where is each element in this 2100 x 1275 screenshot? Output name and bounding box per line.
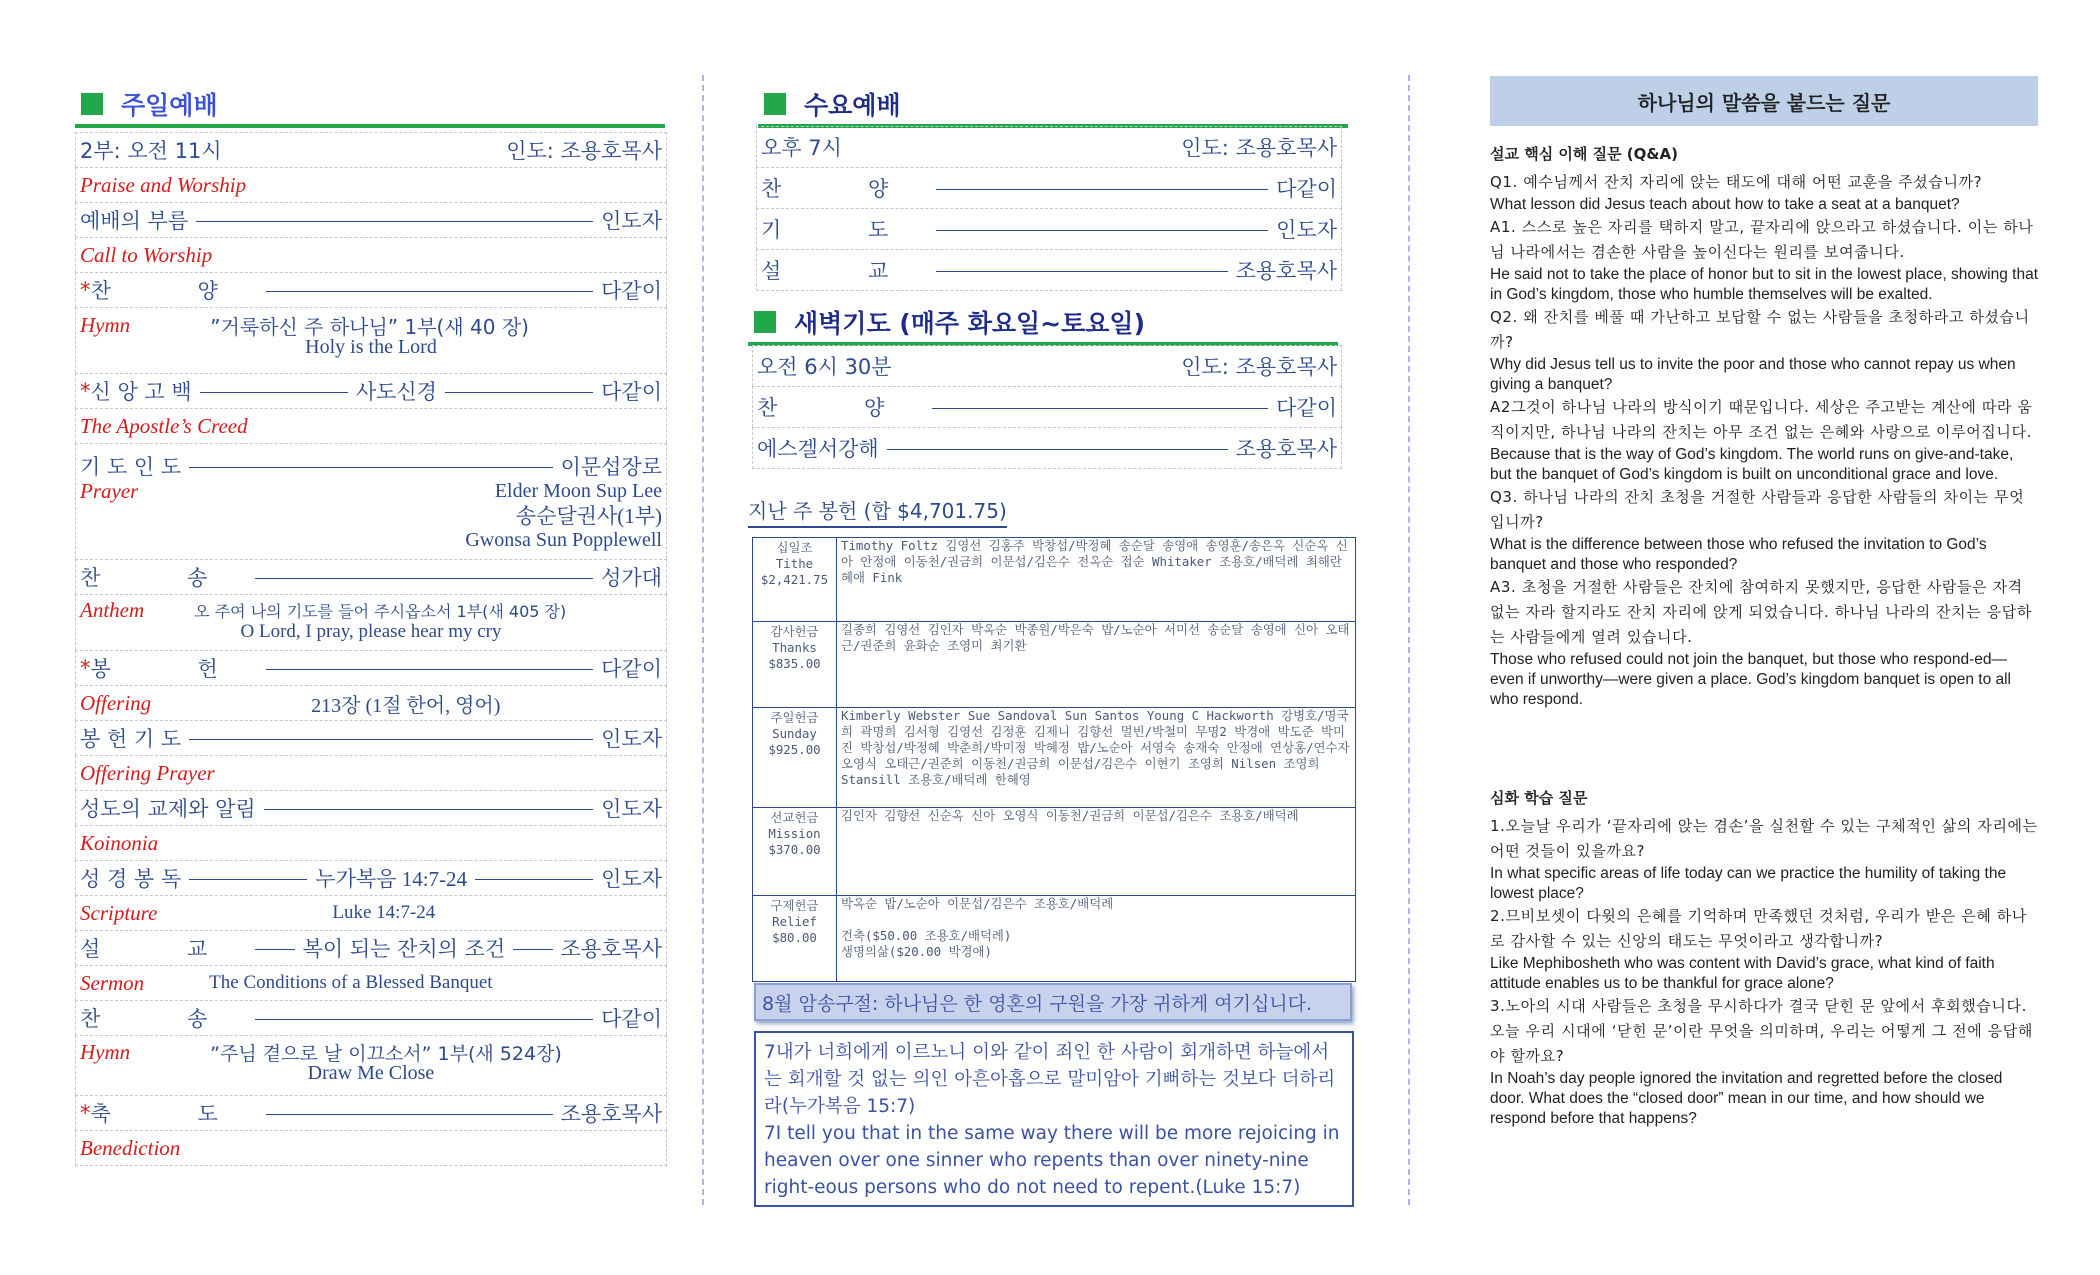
offering-who: 다같이	[601, 657, 662, 681]
dawn-row-label: 에스겔서강해	[757, 437, 879, 461]
service-row: * 축 도 조용호목사	[75, 1095, 667, 1130]
offering-names: 박옥순 밥/노순아 이문섭/김은수 조용호/배덕례 건축($50.00 조용호/배덕례) 생명의삶($20.00 박경애)	[837, 896, 1356, 982]
bene-who: 조용호목사	[560, 1102, 662, 1126]
koin-ko: 성도의 교제와 알림	[80, 797, 256, 821]
service-row	[752, 345, 1342, 386]
wed-row-label: 기 도	[761, 218, 929, 242]
dawn-row-label: 찬 양	[757, 396, 925, 420]
script-ref-en: Luke 14:7-24	[332, 902, 436, 923]
service-row	[75, 132, 667, 167]
koin-who: 인도자	[601, 797, 662, 821]
oprayer-ko: 봉 헌 기 도	[80, 727, 182, 751]
deep-en: Like Mephibosheth who was content with David’s grace, what kind of faith attitude enables us to be thankful for grace alone?	[1490, 955, 1995, 992]
anthem-song-en: O Lord, I pray, please hear my cry	[240, 621, 502, 642]
service-row	[75, 825, 667, 860]
deep-section	[1490, 788, 2038, 1129]
green-square-icon	[764, 93, 786, 115]
service-row	[752, 386, 1342, 427]
hymn1-who: 다같이	[601, 279, 662, 303]
offering-type: 선교헌금 Mission $370.00	[753, 808, 837, 896]
green-square-icon	[81, 93, 103, 115]
verse-ko: 7내가 너희에게 이르노니 이와 같이 죄인 한 사람이 회개하면 하늘에서는 회개할 것 없는 의인 아흔아홉으로 말미암아 기뻐하는 것보다 더하리라(누가복음 15:7)	[764, 1042, 1336, 1117]
qa-heading: 설교 핵심 이해 질문 (Q&A)	[1490, 145, 1678, 163]
service-row	[75, 790, 667, 825]
sermon-ko: 설 교	[80, 937, 248, 961]
deep-ko: 3.노아의 시대 사람들은 초청을 무시하다가 결국 닫힌 문 앞에서 후회했습니다. 오늘 우리 시대에 ‘닫힌 문’이란 무엇을 의미하며, 우리는 어떻게 그 전에 응답해야 할까요?	[1490, 997, 2033, 1065]
service-row	[75, 930, 667, 965]
offering-song: 213장 (1절 한어, 영어)	[311, 694, 501, 717]
offering-type: 구제헌금 Relief $80.00	[753, 896, 837, 982]
service-row	[75, 594, 667, 650]
dawn-order	[752, 345, 1342, 469]
service-row: * 신 앙 고 백 사도신경 다같이	[75, 373, 667, 408]
qa-en: Because that is the way of God’s kingdom. The world runs on give-and-take, but the banquet of God’s kingdom is built on unconditional grace and love.	[1490, 446, 2014, 483]
wed-time: 오후 7시	[761, 136, 842, 160]
hymn2-ko: 찬 송	[80, 1007, 248, 1031]
sermon-title: 복이 되는 잔치의 조건	[302, 937, 506, 961]
qa-en: Why did Jesus tell us to invite the poor and those who cannot repay us when giving a banquet?	[1490, 356, 2016, 393]
service-row	[756, 167, 1342, 208]
green-square-icon	[754, 311, 776, 333]
wed-row-label: 찬 양	[761, 177, 929, 201]
creed-mid: 사도신경	[355, 380, 437, 404]
service-row	[75, 237, 667, 272]
dawn-row-value: 조용호목사	[1235, 437, 1337, 461]
qa-ko: A2그것이 하나님 나라의 방식이기 때문입니다. 세상은 주고받는 계산에 따라 움직이지만, 하나님 나라의 잔치는 아무 조건 없는 은혜와 사랑으로 이루어집니다.	[1490, 398, 2033, 441]
service-row	[75, 1035, 667, 1095]
dawn-title: 새벽기도 (매주 화요일~토요일)	[794, 309, 1146, 338]
service-row: * 봉 헌 다같이	[75, 650, 667, 685]
wed-leader: 인도: 조용호목사	[1181, 136, 1337, 160]
offering-names: Kimberly Webster Sue Sandoval Sun Santos Young C Hackworth 강병호/명국희 곽명희 김서형 김영선 김정훈 김제니 김향선 멀빈/박철미 무명2 박경애 박도준 박미진 박창섭/박정혜 박춘희/박미정 박혜정 밥/노순아 서영숙 송재숙 안정애 연상홍/연수자 오영식 오태근/권준희 이동천/권금희 이문섭/김은수 이현기 조영희 Nilsen 조영희 Stansill 조용호/배덕례 한혜영	[837, 708, 1356, 808]
bene-en: Benediction	[80, 1135, 181, 1160]
service-row: * 찬 양 다같이	[75, 272, 667, 307]
prayer-ko: 기 도 인 도	[80, 455, 182, 479]
koin-en: Koinonia	[80, 830, 159, 855]
service-row	[75, 755, 667, 790]
script-who: 인도자	[601, 867, 663, 891]
hymn1-label-en: Hymn	[80, 312, 131, 337]
table-row	[753, 622, 1356, 708]
qa-section	[1490, 144, 2038, 710]
service-row	[75, 1000, 667, 1035]
script-ko: 성 경 봉 독	[80, 867, 182, 891]
service-row	[75, 895, 667, 930]
dawn-header	[748, 304, 1338, 346]
hymn1-song-ko: ”거룩하신 주 하나님” 1부(새 40 장)	[210, 314, 529, 339]
offering-names: 길종희 김영선 김인자 박옥순 박종원/박은숙 밥/노순아 서미선 송순달 송영애 신아 오태근/권준희 윤화순 조영미 최기환	[837, 622, 1356, 708]
column-divider-left	[702, 75, 704, 1205]
service-row	[75, 1130, 667, 1166]
service-row	[75, 408, 667, 443]
creed-en: The Apostle’s Creed	[80, 413, 248, 438]
qa-ko: Q2. 왜 잔치를 베풀 때 가난하고 보답할 수 없는 사람들을 초청하라고 하셨습니까?	[1490, 308, 2030, 351]
offering-type: 주일헌금 Sunday $925.00	[753, 708, 837, 808]
service-row	[75, 559, 667, 594]
column-divider-right	[1408, 75, 1410, 1205]
offering-type: 십일조 Tithe $2,421.75	[753, 538, 837, 622]
sermon-title-en: The Conditions of a Blessed Banquet	[209, 972, 493, 993]
offering-ko: 봉 헌	[90, 657, 258, 681]
service-time: 2부: 오전 11시	[80, 139, 222, 163]
hymn2-label-en: Hymn	[80, 1039, 131, 1064]
call-en: Call to Worship	[80, 242, 213, 267]
anthem-song-ko: 오 주여 나의 기도를 들어 주시옵소서 1부(새 405 장)	[194, 601, 567, 621]
wednesday-order	[756, 126, 1342, 291]
offering-names: 김인자 김향선 신순옥 신아 오영식 이동천/권금희 이문섭/김은수 조용호/배덕례	[837, 808, 1356, 896]
offering-type: 감사헌금 Thanks $835.00	[753, 622, 837, 708]
offering-names: Timothy Foltz 김영선 김홍주 박창섭/박정혜 송순달 송영애 송영훈/송은옥 신순옥 신아 안정애 이동천/권금희 이문섭/김은수 전옥순 접순 Whitaker 조용호/배덕례 최해란 혜애 Fink	[837, 538, 1356, 622]
deep-ko: 1.오늘날 우리가 ‘끝자리에 앉는 겸손’을 실천할 수 있는 구체적인 삶의 자리에는 어떤 것들이 있을까요?	[1490, 817, 2038, 860]
offering-en: Offering	[80, 690, 152, 715]
wed-row-label: 설 교	[761, 259, 929, 283]
service-row	[75, 965, 667, 1000]
praise-en: Praise and Worship	[80, 172, 247, 197]
service-leader: 인도: 조용호목사	[506, 139, 662, 163]
service-row	[75, 860, 667, 895]
deep-en: In what specific areas of life today can we practice the humility of taking the lowest place?	[1490, 865, 2007, 902]
hymn1-song-en: Holy is the Lord	[305, 336, 437, 358]
service-row	[75, 202, 667, 237]
service-row	[756, 126, 1342, 167]
verse-en: 7I tell you that in the same way there will be more rejoicing in heaven over one sinner who repents than over ninety-nine right-eous persons who do not need to repent.(Luke 15:7)	[764, 1123, 1340, 1198]
service-row	[75, 307, 667, 373]
creed-ko: 신 앙 고 백	[90, 380, 192, 404]
memory-verse-banner: 8월 암송구절: 하나님은 한 영혼의 구원을 가장 귀하게 여기십니다.	[754, 983, 1352, 1021]
anthem-en: Anthem	[80, 597, 145, 622]
qa-en: What lesson did Jesus teach about how to take a seat at a banquet?	[1490, 196, 1960, 213]
bene-ko: 축 도	[90, 1102, 258, 1126]
table-row	[753, 538, 1356, 622]
call-ko: 예배의 부름	[80, 209, 189, 233]
table-row	[753, 708, 1356, 808]
sunday-title: 주일예배	[121, 91, 218, 120]
qa-en: He said not to take the place of honor but to sit in the lowest place, showing that in God’s kingdom, those who humble themselves will be exalted.	[1490, 266, 2039, 303]
oprayer-en: Offering Prayer	[80, 760, 215, 785]
qa-ko: A1. 스스로 높은 자리를 택하지 말고, 끝자리에 앉으라고 하셨습니다. 이는 하나님 나라에서는 겸손한 사람을 높이신다는 원리를 보여줍니다.	[1490, 218, 2034, 261]
scripture-box	[754, 1031, 1354, 1207]
qa-en: What is the difference between those who refused the invitation to God’s banquet and those who responded?	[1490, 536, 1987, 573]
prayer-en: Prayer	[80, 478, 139, 503]
hymn2-who: 다같이	[601, 1007, 662, 1031]
call-who: 인도자	[601, 209, 662, 233]
wed-row-value: 조용호목사	[1235, 259, 1337, 283]
dawn-row-value: 다같이	[1276, 396, 1337, 420]
service-row	[75, 167, 667, 202]
creed-who: 다같이	[601, 380, 662, 404]
sermon-who: 조용호목사	[560, 937, 663, 961]
deep-en: In Noah’s day people ignored the invitation and regretted before the closed door. What does the “closed door” mean in our time, and how should we respond before that happens?	[1490, 1070, 2003, 1127]
offering-title: 지난 주 봉헌 (합 $4,701.75)	[748, 495, 1007, 528]
sunday-order	[75, 132, 667, 1166]
wednesday-title: 수요예배	[804, 91, 901, 120]
wednesday-header	[758, 86, 1348, 128]
deep-ko: 2.므비보셋이 다윗의 은혜를 기억하며 만족했던 것처럼, 우리가 받은 은혜 하나로 감사할 수 있는 신앙의 태도는 무엇이라고 생각합니까?	[1490, 907, 2027, 950]
oprayer-who: 인도자	[601, 727, 662, 751]
wed-row-value: 인도자	[1276, 218, 1337, 242]
qa-en: Those who refused could not join the banquet, but those who respond-ed—even if unworthy—were given a place. God’s kingdom banquet is open to all who respond.	[1490, 651, 2011, 708]
offering-table	[752, 537, 1356, 982]
service-row	[752, 427, 1342, 469]
qa-ko: Q1. 예수님께서 잔치 자리에 앉는 태도에 대해 어떤 교훈을 주셨습니까?	[1490, 173, 1983, 191]
dawn-time: 오전 6시 30분	[757, 355, 892, 379]
table-row	[753, 808, 1356, 896]
sermon-en: Sermon	[80, 970, 145, 995]
hymn2-song-en: Draw Me Close	[307, 1062, 435, 1084]
script-en: Scripture	[80, 900, 158, 925]
table-row	[753, 896, 1356, 982]
service-row	[75, 443, 667, 559]
prayer-who2-en: Gwonsa Sun Popplewell	[465, 528, 662, 551]
wed-row-value: 다같이	[1276, 177, 1337, 201]
questions-title: 하나님의 말씀을 붙드는 질문	[1490, 76, 2038, 126]
deep-heading: 심화 학습 질문	[1490, 789, 1588, 807]
prayer-who-en: Elder Moon Sup Lee	[494, 479, 662, 502]
script-mid: 누가복음 14:7-24	[315, 867, 468, 891]
service-row	[756, 208, 1342, 249]
sunday-header	[75, 86, 665, 128]
hymn2-song-ko: ”주님 곁으로 날 이끄소서” 1부(새 524장)	[210, 1042, 562, 1065]
choir-ko: 찬 송	[80, 566, 248, 590]
service-row	[75, 685, 667, 720]
service-row	[75, 720, 667, 755]
service-row	[756, 249, 1342, 291]
dawn-leader: 인도: 조용호목사	[1181, 355, 1337, 379]
qa-ko: A3. 초청을 거절한 사람들은 잔치에 참여하지 못했지만, 응답한 사람들은 자격 없는 자라 할지라도 잔치 자리에 앉게 되었습니다. 하나님 나라의 잔치는 응답하는 사람들에게 열려 있습니다.	[1490, 578, 2032, 646]
prayer-who2: 송순달권사(1부)	[515, 504, 662, 528]
qa-ko: Q3. 하나님 나라의 잔치 초청을 거절한 사람들과 응답한 사람들의 차이는 무엇입니까?	[1490, 488, 2025, 531]
prayer-who: 이문섭장로	[560, 455, 662, 479]
hymn1-ko: 찬 양	[90, 279, 258, 303]
choir-who: 성가대	[601, 566, 662, 590]
